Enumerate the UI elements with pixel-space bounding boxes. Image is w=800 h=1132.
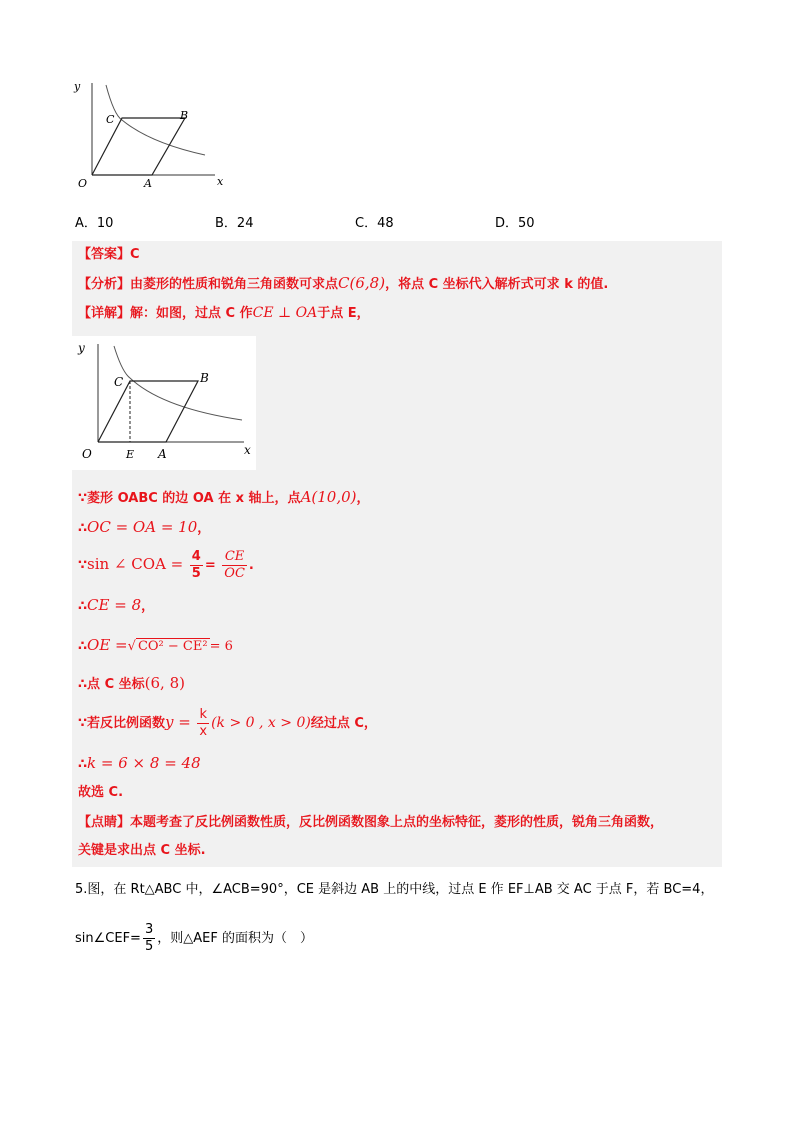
answer-explanation-box [72,241,722,867]
step-3: ∵sin ∠ COA = $\frac{4}{5}$ = $\frac{CE}{OC}$ . [78,549,254,581]
question-5-line-1: 5.图，在 Rt△ABC 中，∠ACB=90°，CE 是斜边 AB 上的中线，过点 E 作 EF⊥AB 交 AC 于点 F，若 BC=4， [75,882,714,897]
detail-line: 【详解】解：如图，过点 C 作CE ⊥ OA于点 E， [78,305,370,321]
figure-2-panel [72,336,256,470]
step-7: ∵若反比例函数y = $\frac{k}{x}$ (k > 0 , x > 0)经过点 C， [78,707,377,739]
step-8: ∴k = 6 × 8 = 48 [78,754,201,772]
analysis-line: 【分析】由菱形的性质和锐角三角函数可求点C(6,8)，将点 C 坐标代入解析式可求 k 的值. [78,274,609,292]
label-a: A [144,177,152,190]
step-1: ∵菱形 OABC 的边 OA 在 x 轴上，点A(10,0)， [78,488,370,506]
label-y: y [78,341,85,355]
step-6: ∴点 C 坐标(6, 8) [78,674,185,692]
rhombus-oabc [98,381,198,442]
label-b: B [180,109,189,122]
label-b: B [200,371,209,385]
option-b[interactable]: B．24 [215,216,254,231]
figure-1-graph [70,75,230,190]
figure-2-graph [72,336,256,470]
option-a[interactable]: A．10 [75,216,114,231]
answer-options [75,212,725,232]
step-9: 故选 C. [78,785,124,800]
hyperbola-curve [114,346,242,420]
comment-line-1: 【点睛】本题考查了反比例函数性质，反比例函数图象上点的坐标特征，菱形的性质，锐角三角函数， [78,815,664,830]
step-5: ∴OE =√ CO² − CE² = 6 [78,636,233,654]
label-x: x [217,175,224,188]
label-e: E [126,448,135,461]
option-d[interactable]: D．50 [495,216,535,231]
label-o: O [78,177,88,190]
question-5-line-2: sin∠CEF= $\frac{3}{5}$ ，则△AEF 的面积为（ ） [75,922,313,954]
label-a: A [158,447,167,461]
comment-line-2: 关键是求出点 C 坐标. [78,843,206,858]
label-x: x [244,443,251,457]
fraction-ce-oc: $\frac{CE}{OC}$ [224,549,245,581]
fraction-k-x: $\frac{k}{x}$ [199,707,208,739]
fraction-4-5: $\frac{4}{5}$ [191,549,201,581]
label-c: C [106,113,115,126]
label-o: O [82,447,92,461]
label-c: C [114,375,124,389]
step-2: ∴OC = OA = 10， [78,518,211,536]
step-4: ∴CE = 8， [78,596,155,614]
fraction-3-5: $\frac{3}{5}$ [144,922,154,954]
answer-line: 【答案】C [78,247,140,262]
rhombus-oabc [92,118,185,175]
option-c[interactable]: C．48 [355,216,394,231]
label-y: y [74,80,81,93]
